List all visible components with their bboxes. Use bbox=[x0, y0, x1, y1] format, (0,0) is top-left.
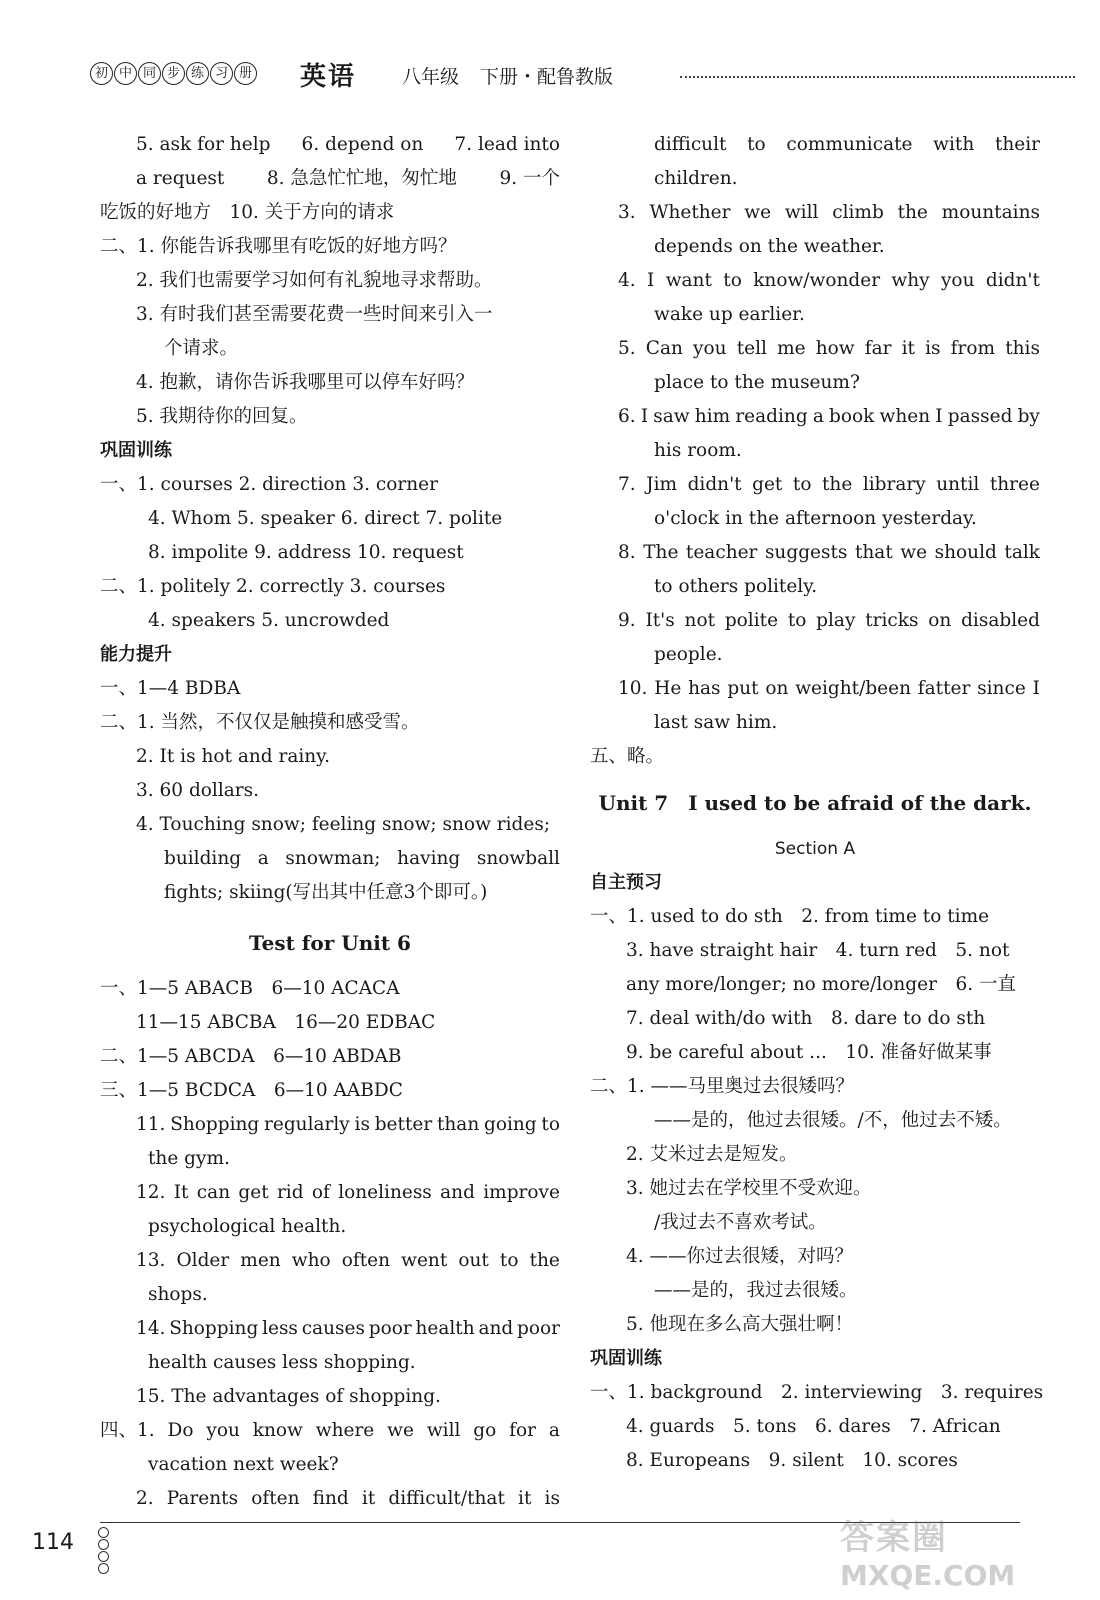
word: better bbox=[374, 1114, 433, 1135]
word: play bbox=[816, 610, 856, 631]
word: to bbox=[787, 610, 807, 631]
answer-line bbox=[590, 128, 1040, 162]
answer-line: fights; skiing(写出其中任意3个即可。) bbox=[164, 882, 488, 903]
section-heading: 自主预习 bbox=[590, 872, 662, 893]
page-header bbox=[90, 60, 1080, 94]
word: can bbox=[196, 1182, 231, 1203]
answer-line: 2. It is hot and rainy. bbox=[136, 746, 331, 767]
answer-line: 15. The advantages of shopping. bbox=[136, 1386, 441, 1407]
answer-line: last saw him. bbox=[654, 712, 778, 733]
word: will bbox=[784, 202, 819, 223]
word: Jim bbox=[646, 474, 678, 495]
word: it bbox=[518, 1488, 532, 1509]
answer-line bbox=[100, 1176, 560, 1210]
word: I bbox=[1032, 678, 1040, 699]
word: 9. 一个 bbox=[499, 168, 560, 189]
answer-line: psychological health. bbox=[148, 1216, 347, 1237]
word: 7. lead into bbox=[454, 134, 560, 155]
word: 9. bbox=[618, 610, 636, 631]
word: didn't bbox=[985, 270, 1040, 291]
word: it bbox=[901, 338, 915, 359]
watermark-logo bbox=[840, 1510, 1080, 1590]
word: get bbox=[238, 1182, 269, 1203]
answer-line: 一、1. used to do sth 2. from time to time bbox=[590, 906, 990, 927]
answer-line bbox=[590, 196, 1040, 230]
unit-title: Unit 7 I used to be afraid of the dark. bbox=[598, 791, 1032, 815]
word: men bbox=[240, 1250, 281, 1271]
word: poor bbox=[517, 1318, 560, 1339]
answer-line: 一、1. courses 2. direction 3. corner bbox=[100, 474, 438, 495]
word: saw bbox=[653, 406, 690, 427]
answer-line: 4. 抱歉，请你告诉我哪里可以停车好吗？ bbox=[136, 372, 475, 393]
answer-line bbox=[590, 468, 1040, 502]
answer-line: 4. ——你过去很矮，对吗？ bbox=[626, 1246, 854, 1267]
word: far bbox=[864, 338, 892, 359]
word: snowman; bbox=[285, 848, 381, 869]
word: climb bbox=[832, 202, 884, 223]
watermark-top: 答案圈 bbox=[840, 1518, 948, 1558]
answer-line: 5. 我期待你的回复。 bbox=[136, 406, 308, 427]
word: how bbox=[815, 338, 855, 359]
word: of bbox=[311, 1182, 330, 1203]
word: 13. bbox=[136, 1250, 166, 1271]
word: we bbox=[387, 1420, 414, 1441]
word: where bbox=[315, 1420, 375, 1441]
answer-line: 8. impolite 9. address 10. request bbox=[148, 542, 464, 563]
answer-line: 4. Touching snow; feeling snow; snow rides; bbox=[136, 814, 551, 835]
watermark-bottom: MXQE.COM bbox=[840, 1559, 1016, 1592]
answer-line: 一、1—4 BDBA bbox=[100, 678, 241, 699]
word: who bbox=[291, 1250, 331, 1271]
word: It bbox=[173, 1182, 189, 1203]
word: Shopping bbox=[169, 1318, 259, 1339]
answer-line: 二、1—5 ABCDA 6—10 ABDAB bbox=[100, 1046, 402, 1067]
word: should bbox=[934, 542, 997, 563]
answer-line: 五、略。 bbox=[590, 746, 665, 767]
answer-line: ——是的，我过去很矮。 bbox=[654, 1280, 858, 1301]
word: get bbox=[752, 474, 783, 495]
word: going bbox=[484, 1114, 537, 1135]
answer-line: 3. 她过去在学校里不受欢迎。 bbox=[626, 1178, 872, 1199]
answer-line: 4. Whom 5. speaker 6. direct 7. polite bbox=[148, 508, 503, 529]
answer-line: depends on the weather. bbox=[654, 236, 885, 257]
answer-line: 二、1. 你能告诉我哪里有吃饭的好地方吗？ bbox=[100, 236, 457, 257]
word: from bbox=[950, 338, 996, 359]
word: didn't bbox=[687, 474, 742, 495]
answer-line: children. bbox=[654, 168, 738, 189]
word: 8. 急急忙忙地，匆忙地 bbox=[266, 168, 457, 189]
word: 7. bbox=[618, 474, 636, 495]
word: Shopping bbox=[170, 1114, 260, 1135]
word: fatter bbox=[917, 678, 971, 699]
answer-line bbox=[100, 128, 560, 162]
word: to bbox=[723, 270, 742, 291]
word: 10. bbox=[618, 678, 648, 699]
word: I bbox=[640, 406, 649, 427]
answer-line bbox=[590, 332, 1040, 366]
answer-line: 3. have straight hair 4. turn red 5. not bbox=[626, 940, 1010, 961]
answer-line: 二、1. ——马里奥过去很矮吗？ bbox=[590, 1076, 855, 1097]
word: and bbox=[478, 1318, 514, 1339]
word: library bbox=[862, 474, 926, 495]
word: Do bbox=[167, 1420, 194, 1441]
answer-line: 2. 艾米过去是短发。 bbox=[626, 1144, 798, 1165]
word: with bbox=[933, 134, 975, 155]
word: me bbox=[777, 338, 806, 359]
answer-line: 吃饭的好地方 10. 关于方向的请求 bbox=[100, 202, 395, 223]
word: and bbox=[440, 1182, 475, 1203]
word: rid bbox=[276, 1182, 304, 1203]
word: 11. bbox=[136, 1114, 166, 1135]
answer-line: any more/longer; no more/longer 6. 一直 bbox=[626, 974, 1016, 995]
unit-title: Test for Unit 6 bbox=[249, 931, 411, 955]
answer-line: 7. deal with/do with 8. dare to do sth bbox=[626, 1008, 986, 1029]
word: polite bbox=[724, 610, 779, 631]
word: went bbox=[401, 1250, 448, 1271]
word: the bbox=[529, 1250, 560, 1271]
right-column bbox=[590, 128, 1044, 1478]
word: 3. bbox=[618, 202, 636, 223]
word: go bbox=[473, 1420, 497, 1441]
word: It's bbox=[645, 610, 675, 631]
word: out bbox=[458, 1250, 489, 1271]
word: to bbox=[541, 1114, 560, 1135]
word: is bbox=[925, 338, 941, 359]
section-heading: 巩固训练 bbox=[590, 1348, 662, 1369]
word: Whether bbox=[649, 202, 731, 223]
word: talk bbox=[1004, 542, 1040, 563]
answer-line: 一、1. background 2. interviewing 3. requires bbox=[590, 1382, 1044, 1403]
word: that bbox=[854, 542, 893, 563]
word: has bbox=[688, 678, 721, 699]
answer-line bbox=[590, 604, 1040, 638]
word: tell bbox=[736, 338, 767, 359]
word: for bbox=[509, 1420, 536, 1441]
word: know/wonder bbox=[753, 270, 881, 291]
word: to bbox=[747, 134, 766, 155]
word: 6. bbox=[618, 406, 636, 427]
word: on bbox=[765, 678, 789, 699]
word: we bbox=[744, 202, 772, 223]
answer-line: people. bbox=[654, 644, 723, 665]
word: book bbox=[829, 406, 875, 427]
word: Can bbox=[645, 338, 683, 359]
word: by bbox=[1017, 406, 1040, 427]
word: you bbox=[206, 1420, 240, 1441]
footer-circles bbox=[98, 1527, 110, 1575]
word: The bbox=[643, 542, 679, 563]
header-dotted-rule bbox=[680, 76, 1075, 78]
answer-line bbox=[100, 1414, 560, 1448]
word: building bbox=[164, 848, 242, 869]
answer-line: shops. bbox=[148, 1284, 208, 1305]
series-char: 初 bbox=[90, 62, 113, 85]
word: less bbox=[262, 1318, 298, 1339]
word: why bbox=[891, 270, 930, 291]
word: want bbox=[665, 270, 712, 291]
word: a bbox=[812, 406, 824, 427]
answer-line bbox=[590, 672, 1040, 706]
word: than bbox=[436, 1114, 480, 1135]
left-column bbox=[100, 128, 560, 1516]
answer-line: 一、1—5 ABACB 6—10 ACACA bbox=[100, 978, 400, 999]
word: weight/been bbox=[795, 678, 911, 699]
spacer bbox=[100, 960, 560, 972]
word: regularly bbox=[264, 1114, 350, 1135]
series-char: 册 bbox=[234, 62, 257, 85]
answer-line bbox=[100, 1244, 560, 1278]
word: to bbox=[792, 474, 812, 495]
word: is bbox=[354, 1114, 370, 1135]
word: 6. depend on bbox=[301, 134, 424, 155]
answer-line: 4. speakers 5. uncrowded bbox=[148, 610, 390, 631]
word: teacher bbox=[685, 542, 758, 563]
answer-line: /我过去不喜欢考试。 bbox=[654, 1212, 827, 1233]
section-heading: 巩固训练 bbox=[100, 440, 172, 461]
word: causes bbox=[301, 1318, 365, 1339]
word: 4. bbox=[618, 270, 636, 291]
word: a bbox=[257, 848, 269, 869]
answer-line: 二、1. politely 2. correctly 3. courses bbox=[100, 576, 446, 597]
answer-line bbox=[590, 264, 1040, 298]
spacer bbox=[590, 774, 1040, 786]
subject-title: 英语 bbox=[300, 62, 357, 92]
page-number: 114 bbox=[32, 1530, 74, 1555]
answer-line: 11—15 ABCBA 16—20 EDBAC bbox=[136, 1012, 436, 1033]
word: 四、1. bbox=[100, 1420, 155, 1441]
answer-line: 二、1. 当然，不仅仅是触摸和感受雪。 bbox=[100, 712, 420, 733]
answer-line bbox=[100, 162, 560, 196]
word: him bbox=[694, 406, 731, 427]
answer-line: 8. Europeans 9. silent 10. scores bbox=[626, 1450, 958, 1471]
word: I bbox=[647, 270, 655, 291]
word: 5. ask for help bbox=[136, 134, 271, 155]
word: a request bbox=[136, 168, 225, 189]
word: their bbox=[994, 134, 1040, 155]
word: Parents bbox=[166, 1488, 239, 1509]
answer-line: 三、1—5 BCDCA 6—10 AABDC bbox=[100, 1080, 403, 1101]
answer-line bbox=[100, 1108, 560, 1142]
word: Older bbox=[176, 1250, 230, 1271]
word: having bbox=[397, 848, 461, 869]
series-char: 同 bbox=[138, 62, 161, 85]
answer-line: 个请求。 bbox=[164, 338, 239, 359]
word: improve bbox=[483, 1182, 560, 1203]
series-char: 习 bbox=[210, 62, 233, 85]
word: you bbox=[693, 338, 727, 359]
answer-line: health causes less shopping. bbox=[148, 1352, 416, 1373]
word: passed bbox=[947, 406, 1013, 427]
series-char: 步 bbox=[162, 62, 185, 85]
section-label: Section A bbox=[774, 839, 856, 859]
spacer bbox=[100, 910, 560, 926]
word: poor bbox=[368, 1318, 412, 1339]
answer-line: ——是的，他过去很矮。/不，他过去不矮。 bbox=[654, 1110, 1012, 1131]
answer-line bbox=[100, 1312, 560, 1346]
answer-line bbox=[100, 842, 560, 876]
word: He bbox=[654, 678, 682, 699]
word: health bbox=[415, 1318, 475, 1339]
answer-line: vacation next week? bbox=[148, 1454, 339, 1475]
word: we bbox=[900, 542, 928, 563]
answer-line: 2. 我们也需要学习如何有礼貌地寻求帮助。 bbox=[136, 270, 493, 291]
word: is bbox=[544, 1488, 560, 1509]
word: the bbox=[897, 202, 928, 223]
series-char: 练 bbox=[186, 62, 209, 85]
word: 12. bbox=[136, 1182, 166, 1203]
word: know bbox=[252, 1420, 303, 1441]
answer-line: the gym. bbox=[148, 1148, 230, 1169]
word: difficult/that bbox=[388, 1488, 505, 1509]
answer-line: o'clock in the afternoon yesterday. bbox=[654, 508, 977, 529]
answer-line: his room. bbox=[654, 440, 742, 461]
word: I bbox=[935, 406, 943, 427]
word: a bbox=[548, 1420, 560, 1441]
word: mountains bbox=[941, 202, 1040, 223]
word: since bbox=[977, 678, 1026, 699]
word: suggests bbox=[764, 542, 848, 563]
word: tricks bbox=[865, 610, 919, 631]
answer-line: 5. 他现在多么高大强壮啊！ bbox=[626, 1314, 854, 1335]
grade-label: 八年级 bbox=[402, 66, 460, 88]
answer-line: 9. be careful about ... 10. 准备好做某事 bbox=[626, 1042, 992, 1063]
word: 5. bbox=[618, 338, 636, 359]
word: it bbox=[361, 1488, 376, 1509]
series-title bbox=[90, 62, 257, 85]
word: communicate bbox=[786, 134, 913, 155]
section-heading: 能力提升 bbox=[100, 644, 172, 665]
answer-line bbox=[100, 1482, 560, 1516]
word: put bbox=[727, 678, 759, 699]
word: on bbox=[928, 610, 952, 631]
word: will bbox=[426, 1420, 461, 1441]
series-char: 中 bbox=[114, 62, 137, 85]
word: often bbox=[341, 1250, 391, 1271]
word: disabled bbox=[961, 610, 1040, 631]
word: snowball bbox=[476, 848, 560, 869]
word: difficult bbox=[654, 134, 727, 155]
word: you bbox=[940, 270, 975, 291]
word: reading bbox=[735, 406, 808, 427]
word: often bbox=[251, 1488, 300, 1509]
word: to bbox=[499, 1250, 519, 1271]
answer-line: 3. 有时我们甚至需要花费一些时间来引入一 bbox=[136, 304, 493, 325]
word: 14. bbox=[136, 1318, 166, 1339]
edition-label: 下册・配鲁教版 bbox=[480, 66, 614, 88]
answer-line: 3. 60 dollars. bbox=[136, 780, 260, 801]
word: the bbox=[821, 474, 853, 495]
answer-line: to others politely. bbox=[654, 576, 818, 597]
answer-line bbox=[590, 400, 1040, 434]
answer-line: 4. guards 5. tons 6. dares 7. African bbox=[626, 1416, 1001, 1437]
answer-line: wake up earlier. bbox=[654, 304, 805, 325]
word: three bbox=[989, 474, 1040, 495]
answer-line: place to the museum? bbox=[654, 372, 860, 393]
spacer bbox=[590, 820, 1040, 832]
word: this bbox=[1005, 338, 1040, 359]
word: loneliness bbox=[338, 1182, 432, 1203]
word: until bbox=[936, 474, 980, 495]
word: 8. bbox=[618, 542, 636, 563]
word: 2. bbox=[136, 1488, 154, 1509]
word: not bbox=[684, 610, 716, 631]
word: find bbox=[312, 1488, 349, 1509]
answer-line bbox=[590, 536, 1040, 570]
word: when bbox=[879, 406, 931, 427]
